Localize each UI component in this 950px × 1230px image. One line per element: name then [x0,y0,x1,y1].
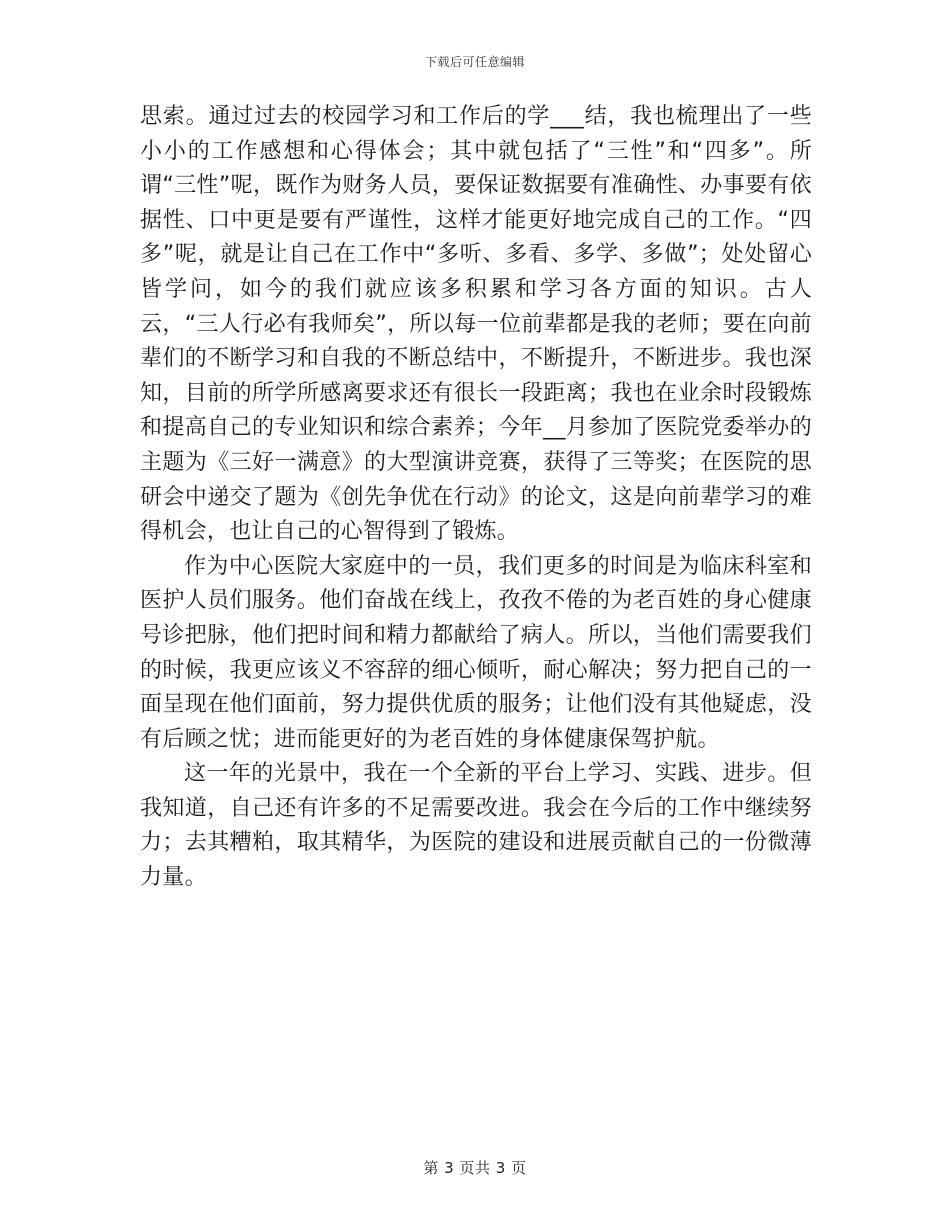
page-footer: 第 3 页共 3 页 [423,1159,527,1177]
body-paragraph-1: 思索。通过过去的校园学习和工作后的学___结，我也梳理出了一些小小的工作感想和心得体会；其中就包括了“三性”和“四多”。所谓“三性”呢，既作为财务人员，要保证数据要有准确性、办事要有依据性、口中更是要有严谨性，这样才能更好地完成自己的工作。“四多”呢，就是让自己在工作中“多听、多看、多学、多做”；处处留心皆学问，如今的我们就应该多积累和学习各方面的知识。古人云，“三人行必有我师矣”，所以每一位前辈都是我的老师；要在向前辈们的不断学习和自我的不断总结中，不断提升，不断进步。我也深知，目前的所学所感离要求还有很长一段距离；我也在业余时段锻炼和提高自己的专业知识和综合素养；今年__月参加了医院党委举办的主题为《三好一满意》的大型演讲竞赛，获得了三等奖；在医院的思研会中递交了题为《创先争优在行动》的论文，这是向前辈学习的难得机会，也让自己的心智得到了锻炼。 [140,104,812,545]
body-paragraph-2: 作为中心医院大家庭中的一员，我们更多的时间是为临床科室和医护人员们服务。他们奋战在线上，孜孜不倦的为老百姓的身心健康号诊把脉，他们把时间和精力都献给了病人。所以，当他们需要我们的时候，我更应该义不容辞的细心倾听，耐心解决；努力把自己的一面呈现在他们面前，努力提供优质的服务；让他们没有其他疑虑，没有后顾之忧；进而能更好的为老百姓的身体健康保驾护航。 [140,553,812,752]
page-header: 下载后可任意编辑 [424,55,525,69]
body-paragraph-3: 这一年的光景中，我在一个全新的平台上学习、实践、进步。但我知道，自己还有许多的不足需要改进。我会在今后的工作中继续努力；去其糟粕，取其精华，为医院的建设和进展贡献自己的一份微薄力量。 [140,761,812,891]
document-body [140,100,812,896]
